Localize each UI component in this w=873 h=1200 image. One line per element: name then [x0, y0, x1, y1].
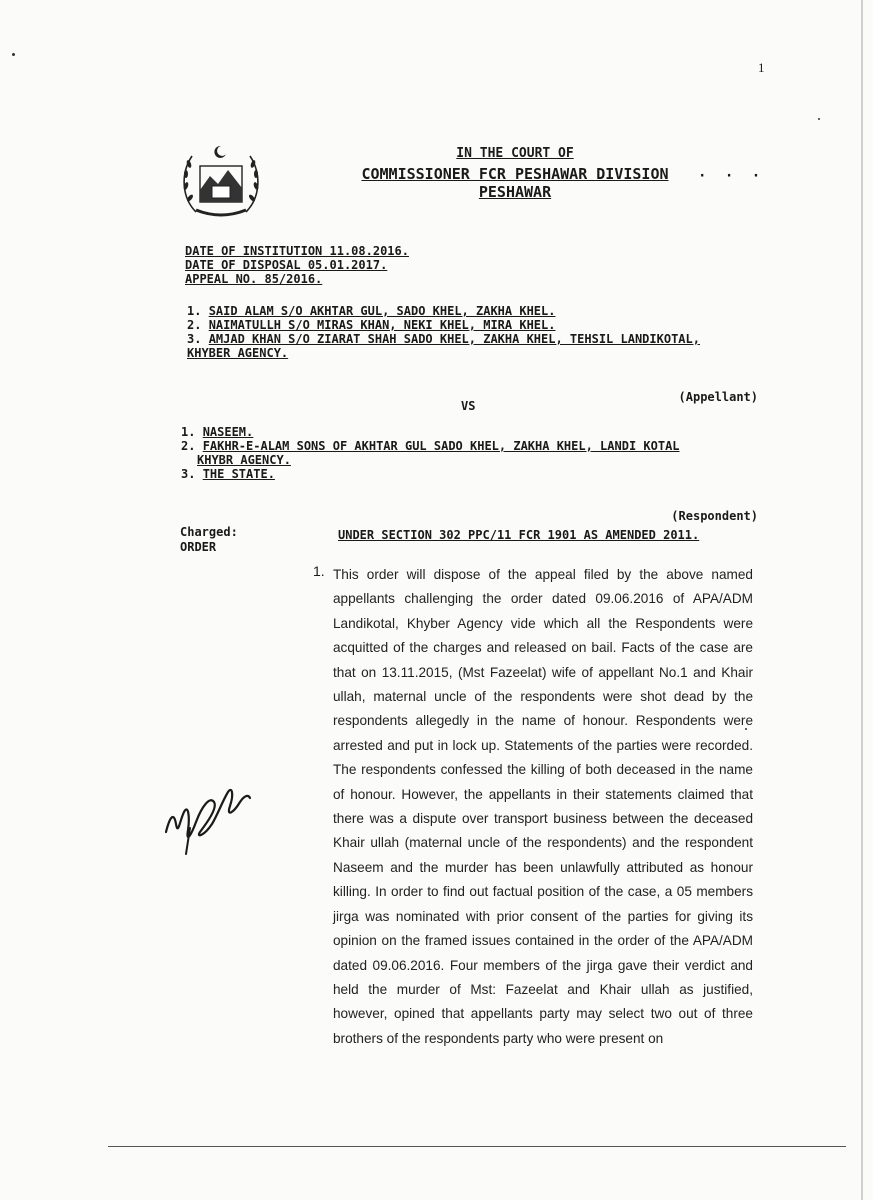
case-info	[185, 244, 409, 286]
handwritten-signature	[160, 772, 255, 862]
date-of-disposal: DATE OF DISPOSAL 05.01.2017.	[185, 258, 388, 272]
appeal-number: APPEAL NO. 85/2016.	[185, 272, 323, 286]
scan-speck	[12, 53, 15, 56]
appellant-item: 2. NAIMATULLH S/O MIRAS KHAN, NEKI KHEL, MIRA KHEL.	[187, 318, 556, 332]
fata-logo-emblem	[178, 140, 264, 224]
respondents-list	[181, 425, 680, 481]
charged-label: Charged:	[180, 525, 238, 539]
bottom-rule	[108, 1146, 846, 1147]
respondent-item-continued: KHYBR AGENCY.	[197, 453, 291, 467]
appellant-item-continued: KHYBER AGENCY.	[187, 346, 289, 360]
scan-speck	[818, 118, 820, 120]
charged-order-labels	[180, 525, 238, 555]
page-edge	[861, 0, 863, 1200]
respondent-label: (Respondent)	[671, 509, 758, 523]
court-heading: IN THE COURT OF	[456, 146, 574, 161]
commissioner-heading: COMMISSIONER FCR PESHAWAR DIVISION	[361, 165, 669, 183]
respondent-item: 3. THE STATE.	[181, 467, 275, 481]
date-of-institution: DATE OF INSTITUTION 11.08.2016.	[185, 244, 409, 258]
page-number: 1	[758, 60, 765, 75]
order-label: ORDER	[180, 540, 217, 554]
versus-label: VS	[461, 399, 476, 413]
appellant-label: (Appellant)	[678, 390, 758, 404]
header-dots: · · ·	[698, 168, 766, 184]
order-paragraph: This order will dispose of the appeal filed by the above named appellants challenging the order dated 09.06.2016 of APA/ADM Landikotal, Khyber Agency vide which all the Respondents were acquitted of the charges and released on bail. Facts of the case are that on 13.11.2015, (Mst Fazeelat) wife of appellant No.1 and Khair ullah, maternal uncle of the respondents were shot dead by the respondents allegedly in the name of honour. Respondents were arrested and put in lock up. Statements of the parties were recorded. The respondents confessed the killing of both deceased in the name of honour. However, the appellants in their statements claimed that there was a dispute over transport business between the deceased Khair ullah (maternal uncle of the respondents) and the respondent Naseem and the murder has been unlawfully attributed as honour killing. In order to find out factual position of the case, a 05 members jirga was nominated with prior consent of the parties for giving its opinion on the framed issues contained in the order of the APA/ADM dated 09.06.2016. Four members of the jirga gave their verdict and held the murder of Mst: Fazeelat and Khair ullah as justified, however, opined that appellants party may select two out of three brothers of the respondents party who were present on	[333, 567, 753, 1046]
city-heading: PESHAWAR	[478, 183, 552, 201]
respondent-item: 1. NASEEM.	[181, 425, 254, 439]
paragraph-number: 1.	[313, 563, 325, 579]
appellants-list	[187, 304, 700, 360]
section-title: UNDER SECTION 302 PPC/11 FCR 1901 AS AMENDED 2011.	[338, 528, 700, 542]
respondent-item: 2. FAKHR-E-ALAM SONS OF AKHTAR GUL SADO KHEL, ZAKHA KHEL, LANDI KOTAL	[181, 439, 680, 453]
appellant-item: 1. SAID ALAM S/O AKHTAR GUL, SADO KHEL, ZAKHA KHEL.	[187, 304, 556, 318]
appellant-item: 3. AMJAD KHAN S/O ZIARAT SHAH SADO KHEL, ZAKHA KHEL, TEHSIL LANDIKOTAL,	[187, 332, 700, 346]
